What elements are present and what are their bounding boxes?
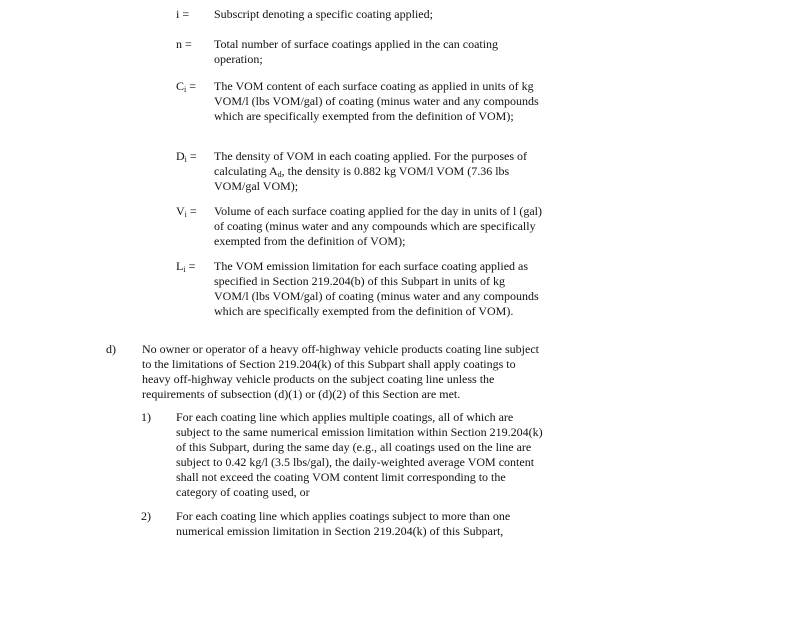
subparagraph-2-text: For each coating line which applies coatings subject to more than one numerical emission limitation in Section 219.204(k) of this Subpart, [176,509,511,538]
definition-text: Total number of surface coatings applied in the can coating operation; [214,37,499,66]
paragraph-d-text: No owner or operator of a heavy off-highway vehicle products coating line subject to the limitations of Section 219.204(k) of this Subpart shall apply coatings to heavy off-highway vehicle products on the subject coating line unless the requirements of subsection (d)(1) or (d)(2) of this Section are met. [142,342,539,401]
definition-text: The VOM emission limitation for each surface coating applied as specified in Section 219.204(b) of this Subpart in units of kg VOM/l (lbs VOM/gal) of coating (minus water and any compounds which are specifically exempted from the definition of VOM). [214,259,539,318]
definition-term: $D_i$ = [176,149,197,164]
definition-term: $C_i$ = [176,79,197,94]
subparagraph-2-label: 2) [141,509,151,523]
paragraph-d-label: d) [106,342,116,356]
subparagraph-1-label: 1) [141,410,151,424]
definition-text: The VOM content of each surface coating as applied in units of kg VOM/l (lbs VOM/gal) of coating (minus water and any compounds which are specifically exempted from the definition of VOM); [214,79,539,123]
definition-term: n = [176,37,192,51]
definition-text: Volume of each surface coating applied for the day in units of l (gal) of coating (minus water and any compounds which are specifically exempted from the definition of VOM); [214,204,543,248]
definition-text: Subscript denoting a specific coating applied; [214,7,433,21]
definition-term: $V_i$ = [176,204,197,219]
definition-term: i = [176,7,190,21]
definition-term: $L_i$ = [176,259,196,274]
definition-text: The density of VOM in each coating applied. For the purposes of calculating $A_d$, the density is 0.882 kg VOM/l VOM (7.36 lbs VOM/gal VOM); [214,149,528,193]
subparagraph-1-text: For each coating line which applies multiple coatings, all of which are subject to the same numerical emission limitation within Section 219.204(k) of this Subpart, during the same day (e.g., all coatings used on the line are subject to 0.42 kg/l (3.5 lbs/gal), the daily-weighted average VOM content shall not exceed the coating VOM content limit corresponding to the category of coating used, or [176,410,543,499]
